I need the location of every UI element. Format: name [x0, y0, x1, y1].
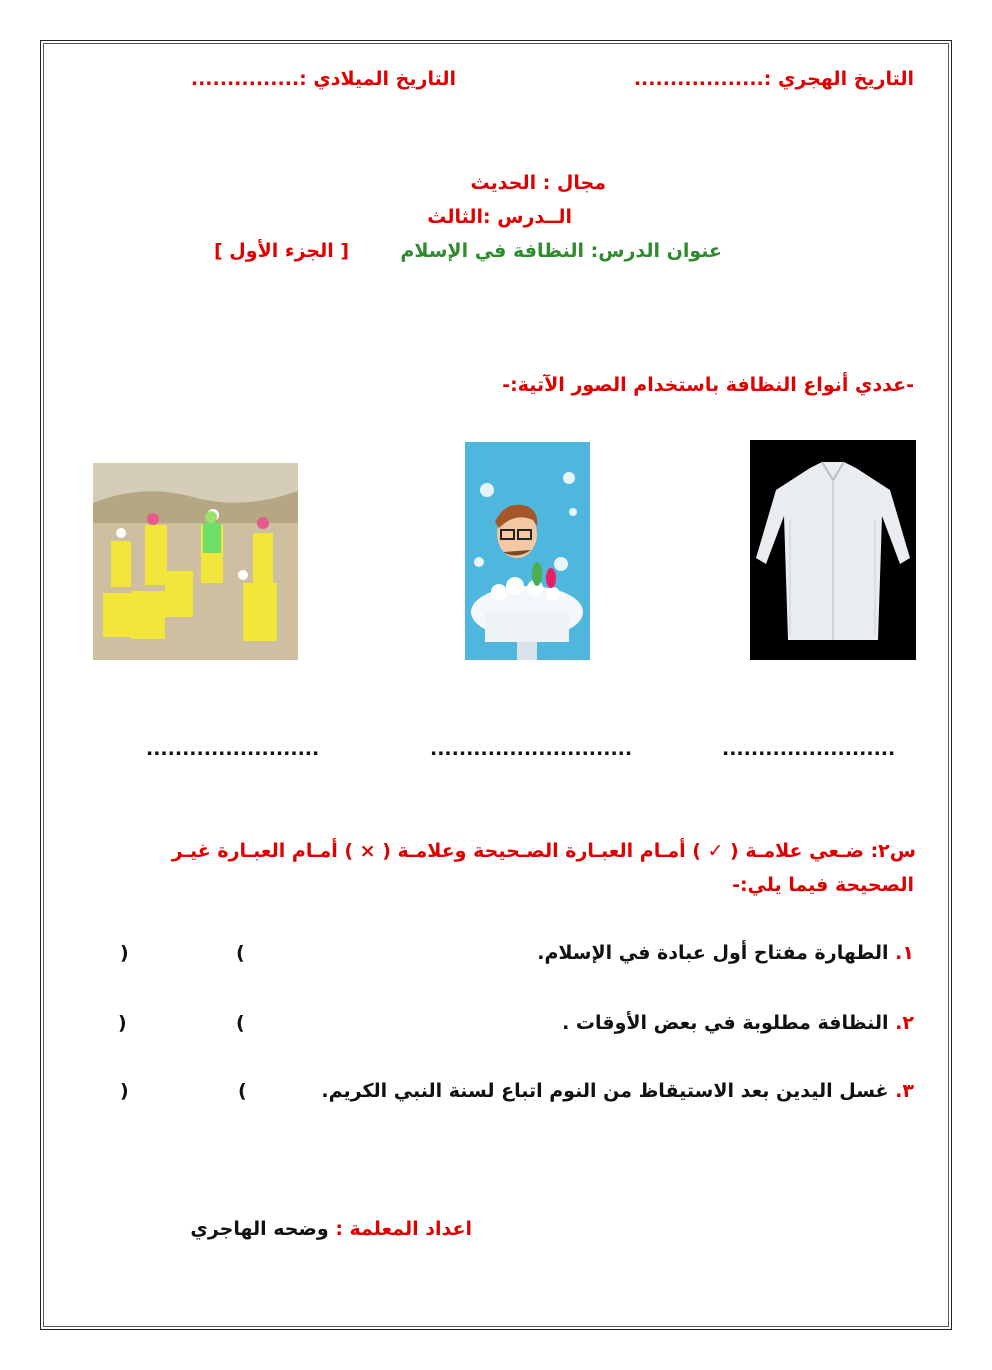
answer-paren-open[interactable]: ( [236, 942, 245, 964]
answer-paren-open[interactable]: ( [238, 1080, 247, 1102]
answer-paren-close[interactable]: ) [120, 1080, 129, 1102]
white-thobe-image [750, 440, 916, 660]
lesson-title-label: عنوان الدرس: [590, 240, 722, 262]
answer-blank-left[interactable]: ........................ [146, 738, 320, 760]
gregorian-date: التاريخ الميلادي :............... [190, 68, 456, 90]
answer-paren-close[interactable]: ) [118, 1012, 127, 1034]
answer-blank-middle[interactable]: ............................ [430, 738, 633, 760]
lesson-title-row [400, 240, 722, 262]
statement-1 [537, 942, 914, 964]
statement-3 [321, 1080, 914, 1102]
statement-number: ٣. [895, 1080, 914, 1102]
question1-prompt: -عددي أنواع النظافة باستخدام الصور الآتية:- [502, 374, 914, 396]
statement-number: ٢. [895, 1012, 914, 1034]
answer-blank-right[interactable]: ........................ [722, 738, 896, 760]
lesson-number: الــدرس :الثالث [427, 206, 572, 228]
statement-number: ١. [895, 942, 914, 964]
teacher-name: وضحه الهاجري [190, 1218, 329, 1240]
statement-2 [562, 1012, 914, 1034]
bath-bubbles-image [465, 442, 590, 660]
statement-text: الطهارة مفتاح أول عبادة في الإسلام. [537, 942, 889, 964]
answer-paren-close[interactable]: ) [120, 942, 129, 964]
page-border [40, 40, 952, 1330]
lesson-title-value: النظافة في الإسلام [400, 240, 584, 262]
answer-paren-open[interactable]: ( [236, 1012, 245, 1034]
statement-text: غسل اليدين بعد الاستيقاظ من النوم اتباع لسنة النبي الكريم. [321, 1080, 889, 1102]
prepared-by [190, 1218, 472, 1240]
question2-prompt-line2: الصحيحة فيما يلي:- [732, 874, 914, 896]
question2-prompt-line1: س٢: ضـعي علامـة ( ✓ ) أمـام العبـارة الصـحيحة وعلامـة ( × ) أمـام العبـارة غيـر [171, 840, 916, 862]
prepared-label: اعداد المعلمة : [335, 1218, 472, 1240]
statement-text: النظافة مطلوبة في بعض الأوقات . [562, 1012, 889, 1034]
hijri-date: التاريخ الهجري :.................. [633, 68, 914, 90]
cleanup-campaign-image [93, 463, 298, 660]
lesson-field: مجال : الحديث [470, 172, 606, 194]
lesson-part: [ الجزء الأول ] [214, 240, 350, 262]
